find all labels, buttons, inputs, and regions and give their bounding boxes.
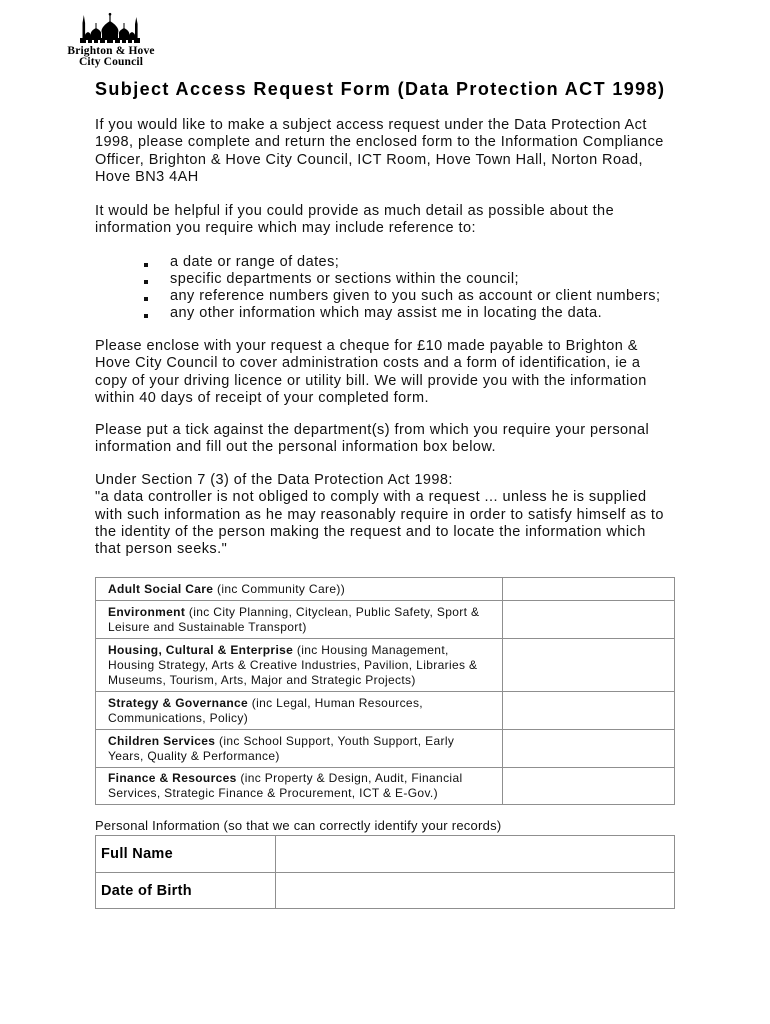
list-item	[95, 288, 675, 305]
list-item	[95, 254, 675, 271]
department-tick-box[interactable]	[503, 768, 674, 804]
table-row	[96, 767, 674, 804]
list-item-text: specific departments or sections within the council;	[170, 271, 519, 287]
department-detail: (inc Housing Management,	[296, 642, 449, 657]
tick-instruction-paragraph	[95, 422, 649, 457]
bullet-marker	[144, 297, 148, 301]
text-line: information you require which may include reference to:	[95, 220, 476, 237]
table-row	[96, 691, 674, 729]
personal-info-heading	[95, 818, 501, 834]
text-line: Please enclose with your request a cheque for £10 made payable to Brighton &	[95, 338, 638, 354]
department-description	[96, 692, 503, 729]
department-description	[96, 601, 503, 638]
list-item-text: any reference numbers given to you such as account or client numbers;	[170, 288, 661, 304]
department-name: Housing, Cultural & Enterprise	[108, 642, 294, 657]
text-line: Officer, Brighton & Hove City Council, ICT Room, Hove Town Hall, Norton Road,	[95, 151, 644, 168]
table-row	[96, 638, 674, 691]
department-name: Adult Social Care	[108, 581, 214, 596]
personal-info-note: (so that we can correctly identify your records)	[223, 818, 502, 833]
full-name-field[interactable]	[276, 836, 674, 872]
text-line: 1998, please complete and return the enclosed form to the Information Compliance	[95, 134, 664, 151]
full-name-label: Full Name	[96, 836, 276, 872]
department-detail: Years, Quality & Performance)	[108, 748, 280, 763]
text-line: It would be helpful if you could provide as much detail as possible about the	[95, 203, 615, 219]
logo-line-2: City Council	[78, 56, 144, 68]
department-detail: (inc School Support, Youth Support, Early	[219, 733, 455, 748]
table-row	[96, 836, 674, 872]
table-row	[96, 729, 674, 767]
text-line: Hove BN3 4AH	[95, 168, 199, 185]
department-name: Finance & Resources	[108, 771, 237, 785]
text-line: "a data controller is not obliged to comply with a request ... unless he is supplied	[95, 489, 647, 506]
pavilion-skyline-icon	[77, 11, 143, 44]
personal-info-title: Personal Information	[95, 818, 220, 833]
department-tick-box[interactable]	[503, 692, 674, 729]
department-name: Children Services	[108, 733, 216, 748]
bullet-marker	[144, 280, 148, 284]
text-line: Please put a tick against the department(s) from which you require your personal	[95, 422, 650, 438]
list-item	[95, 271, 675, 288]
department-detail: (inc Property & Design, Audit, Financial	[240, 771, 463, 785]
department-tick-box[interactable]	[503, 639, 674, 691]
department-tick-box[interactable]	[503, 578, 674, 600]
list-item-text: any other information which may assist me in locating the data.	[170, 305, 603, 321]
table-row	[96, 600, 674, 638]
fee-paragraph	[95, 338, 647, 407]
department-detail: Museums, Tourism, Arts, Major and Strategic Projects)	[108, 672, 416, 687]
department-detail: (inc Legal, Human Resources,	[251, 695, 423, 710]
text-line: with such information as he may reasonably require in order to satisfy himself as to	[95, 506, 664, 523]
detail-paragraph	[95, 203, 614, 238]
table-row	[96, 872, 674, 908]
department-tick-box[interactable]	[503, 601, 674, 638]
department-tick-box[interactable]	[503, 730, 674, 767]
text-line: the identity of the person making the request and to locate the information which	[95, 523, 646, 540]
legal-quote-paragraph	[95, 472, 664, 558]
reference-bullet-list	[95, 254, 675, 322]
logo-line-1: Brighton & Hove	[67, 45, 155, 57]
department-detail: Communications, Policy)	[108, 710, 249, 725]
department-name: Environment	[108, 604, 186, 619]
department-table	[95, 577, 675, 805]
text-line: Under Section 7 (3) of the Data Protection Act 1998:	[95, 472, 453, 488]
personal-info-table	[95, 835, 675, 909]
list-item-text: a date or range of dates;	[170, 254, 340, 270]
department-detail: (inc Community Care))	[217, 581, 346, 596]
department-description	[96, 730, 503, 767]
bullet-marker	[144, 263, 148, 267]
text-line: copy of your driving licence or utility bill. We will provide you with the information	[95, 372, 647, 389]
form-title: Subject Access Request Form (Data Protection ACT 1998)	[95, 79, 666, 99]
text-line: within 40 days of receipt of your completed form.	[95, 389, 429, 406]
date-of-birth-field[interactable]	[276, 873, 674, 908]
department-description	[96, 578, 503, 600]
text-line: that person seeks."	[95, 541, 228, 558]
department-detail: (inc City Planning, Cityclean, Public Safety, Sport &	[188, 604, 480, 619]
department-detail: Housing Strategy, Arts & Creative Industries, Pavilion, Libraries &	[108, 657, 478, 672]
bullet-marker	[144, 314, 148, 318]
department-description	[96, 768, 503, 804]
intro-paragraph	[95, 117, 664, 186]
department-detail: Services, Strategic Finance & Procurement, ICT & E-Gov.)	[108, 786, 438, 800]
table-row	[96, 578, 674, 600]
list-item	[95, 305, 675, 322]
department-description	[96, 639, 503, 691]
text-line: If you would like to make a subject access request under the Data Protection Act	[95, 117, 647, 133]
council-logo	[56, 10, 166, 70]
date-of-birth-label: Date of Birth	[96, 873, 276, 908]
text-line: Hove City Council to cover administration costs and a form of identification, ie a	[95, 355, 641, 372]
department-detail: Leisure and Sustainable Transport)	[108, 619, 307, 634]
department-name: Strategy & Governance	[108, 695, 249, 710]
text-line: information and fill out the personal information box below.	[95, 439, 496, 456]
